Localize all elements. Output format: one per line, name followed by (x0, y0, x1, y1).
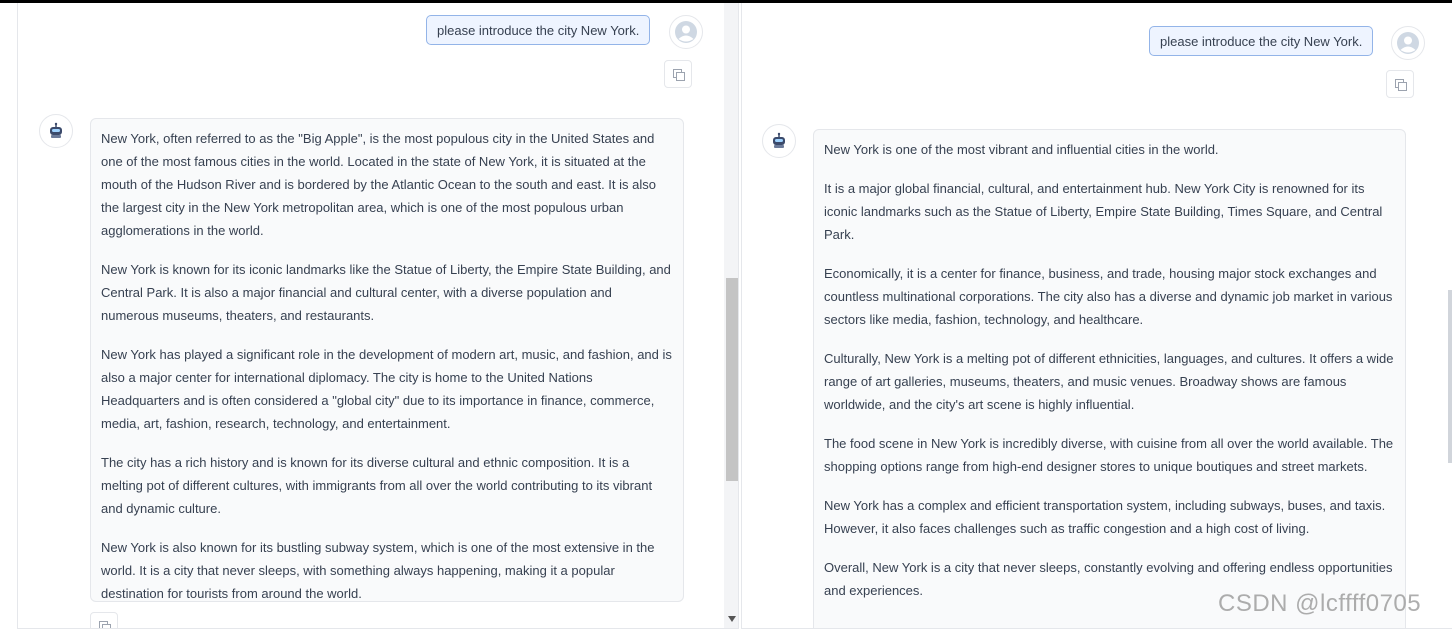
user-message: please introduce the city New York. (426, 15, 650, 45)
bot-paragraph: New York has a complex and efficient transportation system, including subways, buses, and taxis. However, it also faces challenges such as traffic congestion and a high cost of living. (824, 498, 1386, 536)
bot-paragraph: The city has a rich history and is known for its diverse cultural and ethnic composition. It is a melting pot of different cultures, with immigrants from all over the world contributing to its vibrant and dynamic culture. (101, 455, 653, 516)
scrollbar-thumb[interactable] (1448, 290, 1452, 463)
bot-message (813, 129, 1406, 629)
user-message: please introduce the city New York. (1149, 26, 1373, 56)
bot-message (90, 118, 684, 602)
bot-paragraph: New York is one of the most vibrant and influential cities in the world. (824, 142, 1219, 157)
bot-paragraph: New York, often referred to as the "Big Apple", is the most populous city in the United States and one of the most famous cities in the world. Located in the state of New York, it is situated at the mouth of the Hudson River and is bordered by the Atlantic Ocean to the south and east. It is also the largest city in the New York metropolitan area, which is one of the most populous urban agglomerations in the world. (101, 131, 656, 238)
robot-avatar-icon (39, 114, 73, 148)
chatbot-panel-right[interactable] (741, 3, 1452, 629)
chatbot-panel-left[interactable] (17, 3, 739, 629)
watermark: CSDN @lcffff0705 (1218, 590, 1422, 617)
copy-button[interactable] (664, 60, 692, 88)
bot-paragraph: It is a major global financial, cultural, and entertainment hub. New York City is renowned for its iconic landmarks such as the Statue of Liberty, Empire State Building, Times Square, and Central Park. (824, 181, 1383, 242)
bot-paragraph: New York is known for its iconic landmarks like the Statue of Liberty, the Empire State Building, and Central Park. It is also a major financial and cultural center, with a diverse population and numerous museums, theaters, and restaurants. (101, 262, 671, 323)
user-avatar-icon (1391, 26, 1425, 60)
scrollbar-thumb[interactable] (726, 278, 738, 481)
copy-button[interactable] (1386, 70, 1414, 98)
bot-paragraph: Overall, New York is a city that never sleeps, constantly evolving and offering endless opportunities and experiences. (824, 560, 1393, 598)
bot-paragraph: Economically, it is a center for finance, business, and trade, housing major stock exchanges and countless multinational corporations. The city also has a diverse and dynamic job market in various sectors like media, fashion, technology, and healthcare. (824, 266, 1393, 327)
scroll-down-arrow-icon[interactable] (727, 615, 737, 623)
bot-paragraph: The food scene in New York is incredibly diverse, with cuisine from all over the world available. The shopping options range from high-end designer stores to unique boutiques and street markets. (824, 436, 1394, 474)
user-avatar-icon (669, 15, 703, 49)
bot-paragraph: Culturally, New York is a melting pot of different ethnicities, languages, and cultures. It offers a wide range of art galleries, museums, theaters, and music venues. Broadway shows are famous worldwide, and the city's art scene is highly influential. (824, 351, 1394, 412)
copy-button[interactable] (90, 612, 118, 629)
bot-paragraph: New York has played a significant role in the development of modern art, music, and fashion, and is also a major center for international diplomacy. The city is home to the United Nations Headquarters and is often considered a "global city" due to its importance in finance, commerce, media, art, fashion, research, technology, and entertainment. (101, 347, 672, 431)
bot-paragraph: New York is also known for its bustling subway system, which is one of the most extensive in the world. It is a city that never sleeps, with something always happening, making it a popular destination for tourists from around the world. (101, 540, 655, 601)
robot-avatar-icon (762, 124, 796, 158)
